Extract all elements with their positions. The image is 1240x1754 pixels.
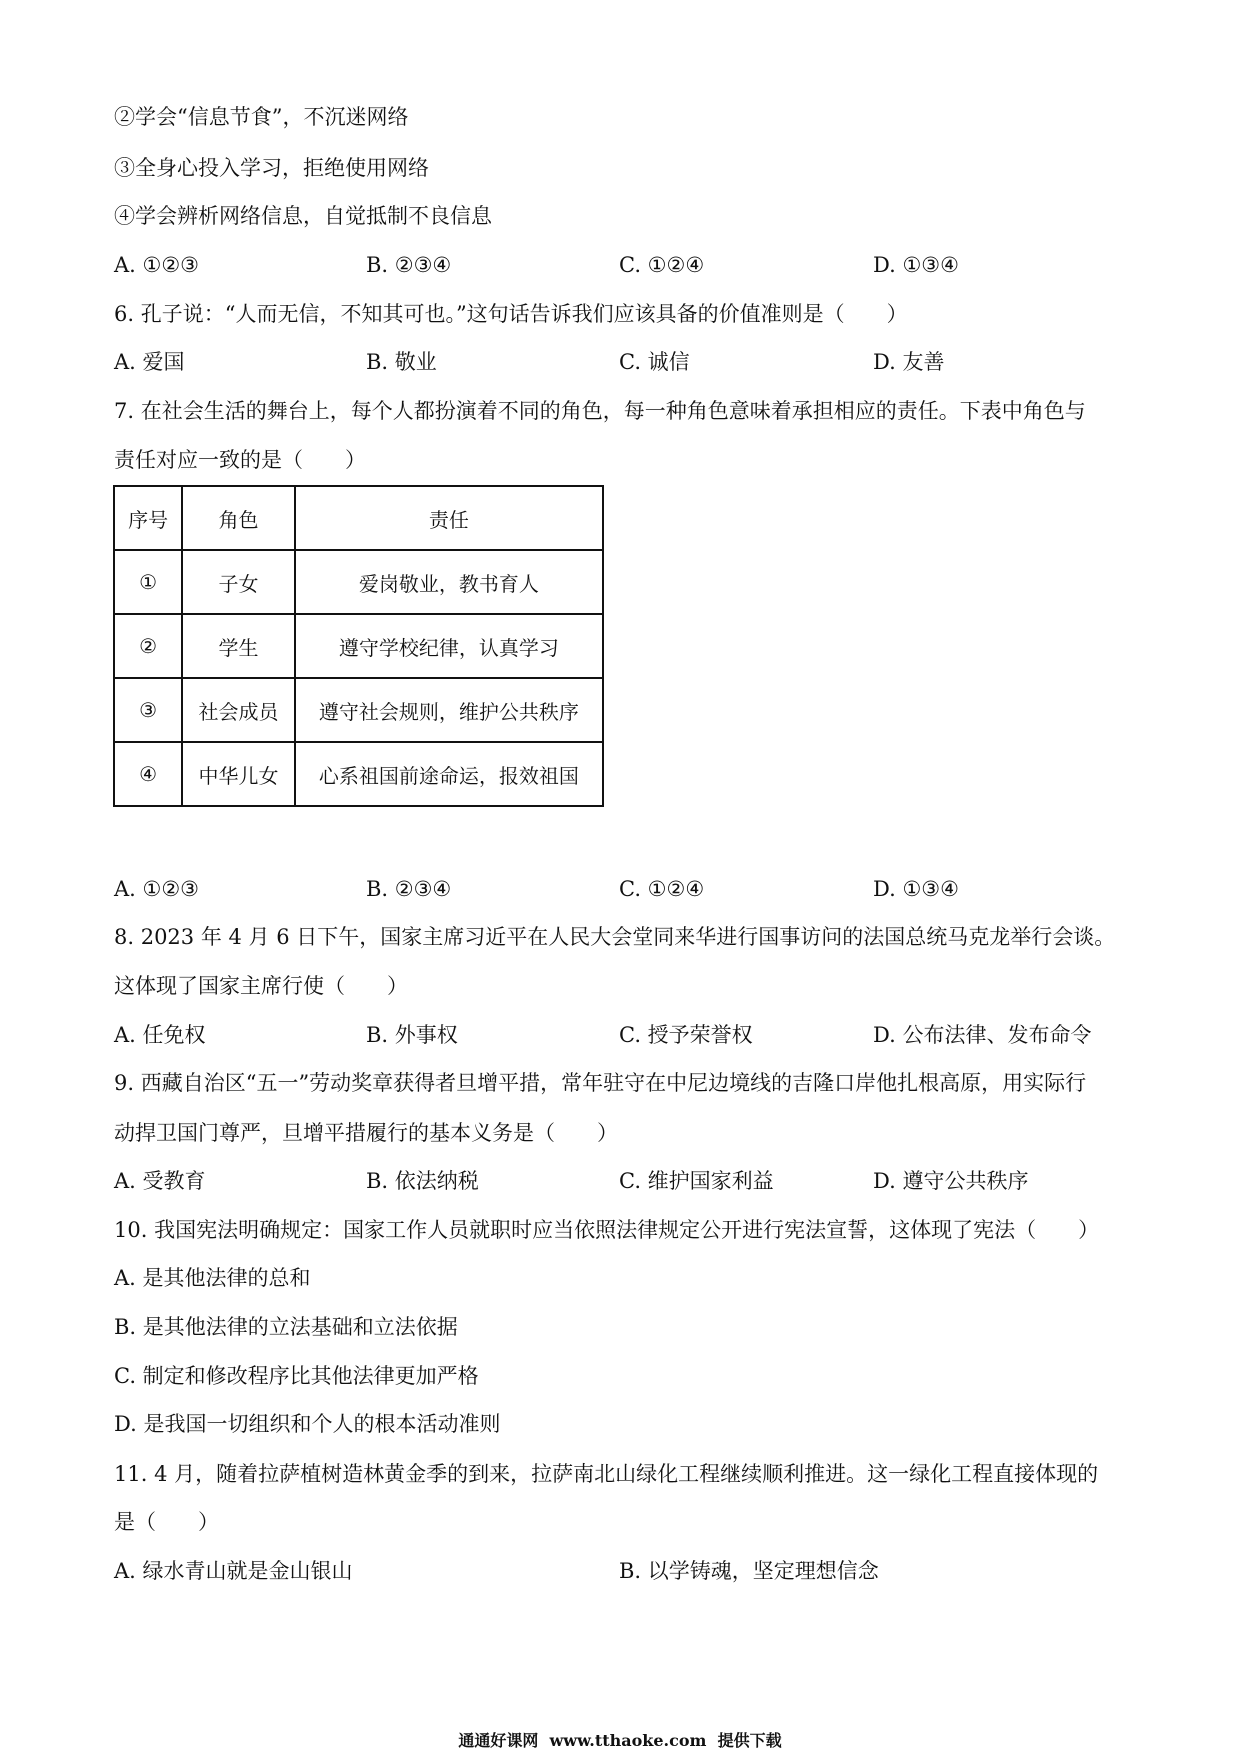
q9-stem-line-1: 9. 西藏自治区“五一”劳动奖章获得者旦增平措，常年驻守在中尼边境线的吉隆口岸他扎根高原，用实际行	[114, 1071, 1087, 1095]
table-header-index: 序号	[114, 486, 182, 550]
table-cell-index: ③	[114, 678, 182, 742]
table-row	[114, 550, 603, 614]
table-cell-responsibility: 遵守社会规则，维护公共秩序	[295, 678, 603, 742]
q11-stem-line-2: 是（ ）	[114, 1510, 219, 1534]
table-header-responsibility: 责任	[295, 486, 603, 550]
q5-option-b: B. ②③④	[366, 253, 452, 277]
q10-stem: 10. 我国宪法明确规定：国家工作人员就职时应当依照法律规定公开进行宪法宣誓，这体现了宪法（ ）	[114, 1218, 1100, 1242]
table-row	[114, 742, 603, 806]
role-responsibility-table	[113, 485, 604, 807]
q5-option-a: A. ①②③	[114, 253, 199, 277]
q8-stem-line-1: 8. 2023 年 4 月 6 日下午，国家主席习近平在人民大会堂同来华进行国事访问的法国总统马克龙举行会谈。	[114, 925, 1116, 949]
q9-option-c: C. 维护国家利益	[619, 1169, 774, 1193]
q9-option-b: B. 依法纳税	[366, 1169, 479, 1193]
table-cell-responsibility: 遵守学校纪律，认真学习	[295, 614, 603, 678]
q10-option-d: D. 是我国一切组织和个人的根本活动准则	[114, 1412, 501, 1436]
table-cell-responsibility: 心系祖国前途命运，报效祖国	[295, 742, 603, 806]
q6-option-d: D. 友善	[873, 350, 945, 374]
q5-option-c: C. ①②④	[619, 253, 705, 277]
q7-option-a: A. ①②③	[114, 877, 199, 901]
q7-option-d: D. ①③④	[873, 877, 959, 901]
q5-statement-2: ②学会“信息节食”，不沉迷网络	[114, 105, 409, 129]
q7-stem-line-1: 7. 在社会生活的舞台上，每个人都扮演着不同的角色，每一种角色意味着承担相应的责任。下表中角色与	[114, 399, 1086, 423]
table-header-row	[114, 486, 603, 550]
table-row	[114, 614, 603, 678]
table-cell-responsibility: 爱岗敬业，教书育人	[295, 550, 603, 614]
table-cell-role: 中华儿女	[182, 742, 295, 806]
q7-option-c: C. ①②④	[619, 877, 705, 901]
q9-option-a: A. 受教育	[114, 1169, 206, 1193]
table-header-role: 角色	[182, 486, 295, 550]
table-cell-index: ①	[114, 550, 182, 614]
q11-stem-line-1: 11. 4 月，随着拉萨植树造林黄金季的到来，拉萨南北山绿化工程继续顺利推进。这一绿化工程直接体现的	[114, 1462, 1099, 1486]
q10-option-a: A. 是其他法律的总和	[114, 1266, 311, 1290]
q8-option-d: D. 公布法律、发布命令	[873, 1023, 1092, 1047]
q8-option-b: B. 外事权	[366, 1023, 458, 1047]
q8-option-c: C. 授予荣誉权	[619, 1023, 753, 1047]
q6-stem: 6. 孔子说：“人而无信，不知其可也。”这句话告诉我们应该具备的价值准则是（ ）	[114, 302, 908, 326]
table-cell-role: 子女	[182, 550, 295, 614]
table-cell-index: ④	[114, 742, 182, 806]
table-row	[114, 678, 603, 742]
q10-option-c: C. 制定和修改程序比其他法律更加严格	[114, 1364, 479, 1388]
q5-option-d: D. ①③④	[873, 253, 959, 277]
q5-statement-3: ③全身心投入学习，拒绝使用网络	[114, 156, 429, 180]
q9-option-d: D. 遵守公共秩序	[873, 1169, 1029, 1193]
q10-option-b: B. 是其他法律的立法基础和立法依据	[114, 1315, 458, 1339]
q8-stem-line-2: 这体现了国家主席行使（ ）	[114, 974, 408, 998]
q11-option-a: A. 绿水青山就是金山银山	[114, 1559, 353, 1583]
q7-stem-line-2: 责任对应一致的是（ ）	[114, 448, 366, 472]
q5-statement-4: ④学会辨析网络信息，自觉抵制不良信息	[114, 204, 492, 228]
q9-stem-line-2: 动捍卫国门尊严，旦增平措履行的基本义务是（ ）	[114, 1121, 618, 1145]
q6-option-c: C. 诚信	[619, 350, 690, 374]
q7-option-b: B. ②③④	[366, 877, 452, 901]
q6-option-b: B. 敬业	[366, 350, 437, 374]
q11-option-b: B. 以学铸魂，坚定理想信念	[619, 1559, 879, 1583]
q6-option-a: A. 爱国	[114, 350, 185, 374]
table-cell-index: ②	[114, 614, 182, 678]
table-cell-role: 社会成员	[182, 678, 295, 742]
page-footer: 通通好课网 www.tthaoke.com 提供下载	[458, 1731, 782, 1750]
table-cell-role: 学生	[182, 614, 295, 678]
q8-option-a: A. 任免权	[114, 1023, 206, 1047]
